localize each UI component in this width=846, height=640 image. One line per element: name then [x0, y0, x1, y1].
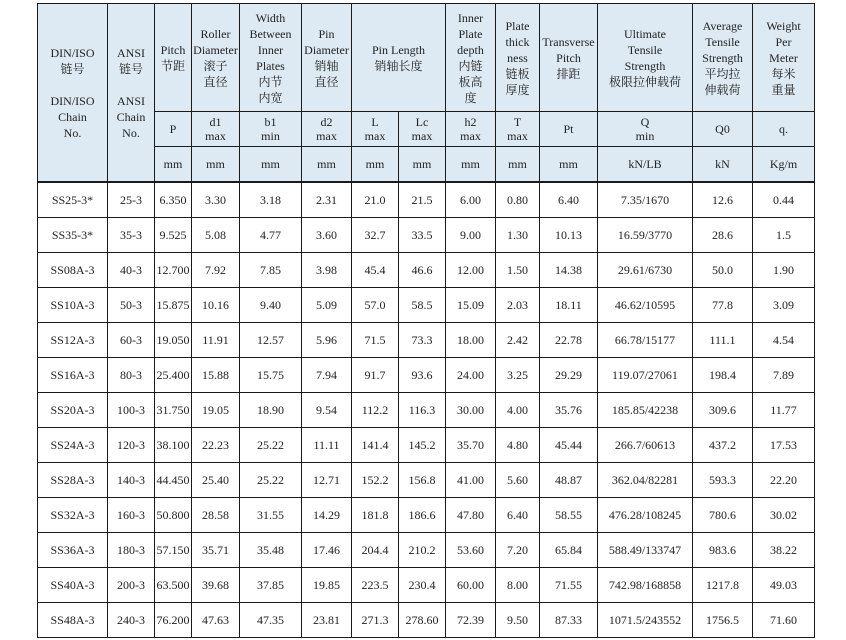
cell-ultimate-tensile: 742.98/168858 [598, 568, 693, 603]
cell-width: 18.90 [240, 393, 302, 428]
cell-inner-plate-depth: 18.00 [446, 323, 496, 358]
cell-average-tensile: 780.6 [693, 498, 753, 533]
cell-roller-diameter: 39.68 [192, 568, 240, 603]
unit-pin-length-l: mm [352, 147, 399, 183]
cell-transverse-pitch: 45.44 [540, 428, 598, 463]
header-weight-per-meter: Weight Per Meter 每米 重量 [753, 4, 815, 112]
cell-weight: 1.5 [753, 218, 815, 253]
cell-transverse-pitch: 58.55 [540, 498, 598, 533]
cell-average-tensile: 198.4 [693, 358, 753, 393]
cell-pin-diameter: 3.60 [302, 218, 352, 253]
cell-weight: 71.60 [753, 603, 815, 638]
cell-ansi-chain-no: 160-3 [108, 498, 155, 533]
cell-weight: 7.89 [753, 358, 815, 393]
cell-average-tensile: 28.6 [693, 218, 753, 253]
cell-pitch: 76.200 [155, 603, 192, 638]
cell-transverse-pitch: 22.78 [540, 323, 598, 358]
cell-weight: 11.77 [753, 393, 815, 428]
cell-roller-diameter: 11.91 [192, 323, 240, 358]
unit-pitch: mm [155, 147, 192, 183]
header-din-chain-no: DIN/ISO 链号 DIN/ISO Chain No. [38, 4, 108, 183]
cell-ansi-chain-no: 25-3 [108, 182, 155, 218]
cell-plate-thickness: 1.30 [496, 218, 540, 253]
cell-pin-length-lc: 145.2 [399, 428, 446, 463]
cell-roller-diameter: 22.23 [192, 428, 240, 463]
cell-pitch: 25.400 [155, 358, 192, 393]
cell-width: 37.85 [240, 568, 302, 603]
cell-width: 35.48 [240, 533, 302, 568]
cell-roller-diameter: 15.88 [192, 358, 240, 393]
cell-ultimate-tensile: 266.7/60613 [598, 428, 693, 463]
cell-transverse-pitch: 10.13 [540, 218, 598, 253]
table-row [38, 393, 815, 428]
cell-pin-diameter: 9.54 [302, 393, 352, 428]
table-row [38, 323, 815, 358]
cell-pin-length-l: 141.4 [352, 428, 399, 463]
cell-ansi-chain-no: 60-3 [108, 323, 155, 358]
cell-pitch: 19.050 [155, 323, 192, 358]
cell-pin-length-lc: 73.3 [399, 323, 446, 358]
cell-average-tensile: 77.8 [693, 288, 753, 323]
cell-pitch: 38.100 [155, 428, 192, 463]
cell-inner-plate-depth: 41.00 [446, 463, 496, 498]
cell-plate-thickness: 4.80 [496, 428, 540, 463]
table-row [38, 603, 815, 638]
cell-average-tensile: 1756.5 [693, 603, 753, 638]
cell-average-tensile: 50.0 [693, 253, 753, 288]
cell-width: 7.85 [240, 253, 302, 288]
cell-pin-length-lc: 210.2 [399, 533, 446, 568]
cell-inner-plate-depth: 30.00 [446, 393, 496, 428]
unit-ultimate-tensile: kN/LB [598, 147, 693, 183]
table-row [38, 253, 815, 288]
cell-pin-diameter: 2.31 [302, 182, 352, 218]
cell-pin-length-l: 152.2 [352, 463, 399, 498]
cell-ansi-chain-no: 200-3 [108, 568, 155, 603]
cell-roller-diameter: 47.63 [192, 603, 240, 638]
cell-pitch: 12.700 [155, 253, 192, 288]
cell-ansi-chain-no: 80-3 [108, 358, 155, 393]
cell-average-tensile: 12.6 [693, 182, 753, 218]
cell-average-tensile: 593.3 [693, 463, 753, 498]
cell-roller-diameter: 28.58 [192, 498, 240, 533]
cell-din-chain-no: SS35-3* [38, 218, 108, 253]
header-average-tensile-strength: Average Tensile Strength 平均拉 伸载荷 [693, 4, 753, 112]
cell-ansi-chain-no: 100-3 [108, 393, 155, 428]
cell-pitch: 63.500 [155, 568, 192, 603]
cell-pin-diameter: 5.09 [302, 288, 352, 323]
cell-roller-diameter: 19.05 [192, 393, 240, 428]
cell-pin-length-l: 57.0 [352, 288, 399, 323]
cell-din-chain-no: SS36A-3 [38, 533, 108, 568]
cell-inner-plate-depth: 35.70 [446, 428, 496, 463]
cell-inner-plate-depth: 9.00 [446, 218, 496, 253]
cell-weight: 30.02 [753, 498, 815, 533]
cell-din-chain-no: SS25-3* [38, 182, 108, 218]
table-row [38, 463, 815, 498]
cell-ultimate-tensile: 29.61/6730 [598, 253, 693, 288]
symbol-plate-thickness: T max [496, 112, 540, 147]
cell-width: 47.35 [240, 603, 302, 638]
cell-average-tensile: 1217.8 [693, 568, 753, 603]
cell-pin-length-l: 223.5 [352, 568, 399, 603]
cell-inner-plate-depth: 47.80 [446, 498, 496, 533]
cell-pin-length-l: 45.4 [352, 253, 399, 288]
cell-width: 25.22 [240, 428, 302, 463]
cell-transverse-pitch: 48.87 [540, 463, 598, 498]
cell-ultimate-tensile: 16.59/3770 [598, 218, 693, 253]
cell-ultimate-tensile: 185.85/42238 [598, 393, 693, 428]
cell-pin-length-lc: 93.6 [399, 358, 446, 393]
cell-width: 25.22 [240, 463, 302, 498]
cell-inner-plate-depth: 60.00 [446, 568, 496, 603]
cell-din-chain-no: SS24A-3 [38, 428, 108, 463]
cell-transverse-pitch: 71.55 [540, 568, 598, 603]
cell-weight: 4.54 [753, 323, 815, 358]
symbol-transverse-pitch: Pt [540, 112, 598, 147]
cell-roller-diameter: 35.71 [192, 533, 240, 568]
cell-pin-diameter: 17.46 [302, 533, 352, 568]
cell-width: 15.75 [240, 358, 302, 393]
cell-inner-plate-depth: 6.00 [446, 182, 496, 218]
symbol-pin-length-l: L max [352, 112, 399, 147]
cell-plate-thickness: 7.20 [496, 533, 540, 568]
cell-pin-length-lc: 33.5 [399, 218, 446, 253]
cell-pin-diameter: 19.85 [302, 568, 352, 603]
table-row [38, 533, 815, 568]
cell-plate-thickness: 1.50 [496, 253, 540, 288]
cell-ansi-chain-no: 50-3 [108, 288, 155, 323]
cell-pin-length-l: 71.5 [352, 323, 399, 358]
cell-din-chain-no: SS16A-3 [38, 358, 108, 393]
cell-plate-thickness: 4.00 [496, 393, 540, 428]
cell-transverse-pitch: 29.29 [540, 358, 598, 393]
table-row [38, 182, 815, 218]
cell-pin-diameter: 23.81 [302, 603, 352, 638]
cell-pin-length-lc: 230.4 [399, 568, 446, 603]
header-ultimate-tensile-strength: Ultimate Tensile Strength 极限拉伸载荷 [598, 4, 693, 112]
cell-ansi-chain-no: 140-3 [108, 463, 155, 498]
cell-plate-thickness: 5.60 [496, 463, 540, 498]
cell-average-tensile: 437.2 [693, 428, 753, 463]
cell-pin-length-lc: 156.8 [399, 463, 446, 498]
cell-pin-length-lc: 186.6 [399, 498, 446, 533]
cell-ansi-chain-no: 40-3 [108, 253, 155, 288]
cell-ultimate-tensile: 66.78/15177 [598, 323, 693, 358]
unit-transverse-pitch: mm [540, 147, 598, 183]
symbol-pitch: P [155, 112, 192, 147]
cell-plate-thickness: 0.80 [496, 182, 540, 218]
unit-plate-thickness: mm [496, 147, 540, 183]
cell-pitch: 31.750 [155, 393, 192, 428]
symbol-inner-plate-depth: h2 max [446, 112, 496, 147]
chain-spec-table [37, 3, 815, 638]
cell-average-tensile: 111.1 [693, 323, 753, 358]
header-pin-length: Pin Length 销轴长度 [352, 4, 446, 112]
cell-pin-length-l: 112.2 [352, 393, 399, 428]
cell-average-tensile: 983.6 [693, 533, 753, 568]
cell-pin-diameter: 11.11 [302, 428, 352, 463]
cell-pin-length-l: 91.7 [352, 358, 399, 393]
cell-din-chain-no: SS08A-3 [38, 253, 108, 288]
cell-ultimate-tensile: 588.49/133747 [598, 533, 693, 568]
unit-average-tensile: kN [693, 147, 753, 183]
cell-pin-diameter: 7.94 [302, 358, 352, 393]
cell-pin-length-l: 181.8 [352, 498, 399, 533]
header-transverse-pitch: Transverse Pitch 排距 [540, 4, 598, 112]
table-row [38, 218, 815, 253]
cell-inner-plate-depth: 24.00 [446, 358, 496, 393]
cell-ultimate-tensile: 7.35/1670 [598, 182, 693, 218]
cell-din-chain-no: SS40A-3 [38, 568, 108, 603]
cell-pin-diameter: 5.96 [302, 323, 352, 358]
cell-din-chain-no: SS28A-3 [38, 463, 108, 498]
chain-spec-table-container [37, 3, 815, 638]
cell-pin-length-l: 271.3 [352, 603, 399, 638]
cell-roller-diameter: 3.30 [192, 182, 240, 218]
cell-plate-thickness: 9.50 [496, 603, 540, 638]
table-body [38, 182, 815, 638]
table-row [38, 428, 815, 463]
cell-pin-length-l: 204.4 [352, 533, 399, 568]
cell-pin-length-lc: 278.60 [399, 603, 446, 638]
cell-din-chain-no: SS48A-3 [38, 603, 108, 638]
cell-pin-diameter: 14.29 [302, 498, 352, 533]
cell-inner-plate-depth: 53.60 [446, 533, 496, 568]
cell-ultimate-tensile: 476.28/108245 [598, 498, 693, 533]
cell-pin-length-lc: 116.3 [399, 393, 446, 428]
cell-weight: 0.44 [753, 182, 815, 218]
cell-plate-thickness: 8.00 [496, 568, 540, 603]
cell-plate-thickness: 2.42 [496, 323, 540, 358]
cell-pitch: 15.875 [155, 288, 192, 323]
cell-ansi-chain-no: 180-3 [108, 533, 155, 568]
table-header [38, 4, 815, 183]
header-ansi-chain-no: ANSI 链号 ANSI Chain No. [108, 4, 155, 183]
cell-din-chain-no: SS10A-3 [38, 288, 108, 323]
cell-width: 3.18 [240, 182, 302, 218]
cell-transverse-pitch: 65.84 [540, 533, 598, 568]
header-pitch: Pitch 节距 [155, 4, 192, 112]
cell-transverse-pitch: 14.38 [540, 253, 598, 288]
symbol-average-tensile: Q0 [693, 112, 753, 147]
cell-plate-thickness: 2.03 [496, 288, 540, 323]
cell-inner-plate-depth: 72.39 [446, 603, 496, 638]
cell-width: 31.55 [240, 498, 302, 533]
cell-ansi-chain-no: 120-3 [108, 428, 155, 463]
cell-ultimate-tensile: 362.04/82281 [598, 463, 693, 498]
cell-roller-diameter: 10.16 [192, 288, 240, 323]
header-plate-thickness: Plate thick ness 链板 厚度 [496, 4, 540, 112]
cell-weight: 22.20 [753, 463, 815, 498]
cell-pitch: 6.350 [155, 182, 192, 218]
cell-width: 12.57 [240, 323, 302, 358]
cell-din-chain-no: SS12A-3 [38, 323, 108, 358]
unit-inner-plate-depth: mm [446, 147, 496, 183]
symbol-pin-length-lc: Lc max [399, 112, 446, 147]
cell-pin-length-lc: 58.5 [399, 288, 446, 323]
cell-ultimate-tensile: 119.07/27061 [598, 358, 693, 393]
cell-pitch: 50.800 [155, 498, 192, 533]
cell-transverse-pitch: 35.76 [540, 393, 598, 428]
cell-weight: 3.09 [753, 288, 815, 323]
cell-plate-thickness: 3.25 [496, 358, 540, 393]
cell-width: 4.77 [240, 218, 302, 253]
symbol-width: b1 min [240, 112, 302, 147]
cell-average-tensile: 309.6 [693, 393, 753, 428]
cell-roller-diameter: 5.08 [192, 218, 240, 253]
cell-pitch: 44.450 [155, 463, 192, 498]
table-row [38, 498, 815, 533]
cell-weight: 17.53 [753, 428, 815, 463]
cell-pin-length-lc: 21.5 [399, 182, 446, 218]
unit-pin-length-lc: mm [399, 147, 446, 183]
table-row [38, 288, 815, 323]
cell-din-chain-no: SS20A-3 [38, 393, 108, 428]
header-inner-plate-depth: Inner Plate depth 内链 板高 度 [446, 4, 496, 112]
cell-roller-diameter: 25.40 [192, 463, 240, 498]
unit-roller-diameter: mm [192, 147, 240, 183]
cell-transverse-pitch: 18.11 [540, 288, 598, 323]
unit-width: mm [240, 147, 302, 183]
cell-transverse-pitch: 87.33 [540, 603, 598, 638]
cell-pitch: 9.525 [155, 218, 192, 253]
cell-inner-plate-depth: 12.00 [446, 253, 496, 288]
cell-weight: 38.22 [753, 533, 815, 568]
cell-weight: 1.90 [753, 253, 815, 288]
cell-ultimate-tensile: 46.62/10595 [598, 288, 693, 323]
cell-pin-length-lc: 46.6 [399, 253, 446, 288]
cell-pin-diameter: 3.98 [302, 253, 352, 288]
cell-transverse-pitch: 6.40 [540, 182, 598, 218]
cell-pin-diameter: 12.71 [302, 463, 352, 498]
header-width-between-inner-plates: Width Between Inner Plates 内节 内宽 [240, 4, 302, 112]
symbol-weight: q. [753, 112, 815, 147]
cell-pin-length-l: 21.0 [352, 182, 399, 218]
cell-pitch: 57.150 [155, 533, 192, 568]
header-pin-diameter: Pin Diameter 销轴 直径 [302, 4, 352, 112]
cell-width: 9.40 [240, 288, 302, 323]
symbol-pin-diameter: d2 max [302, 112, 352, 147]
unit-weight: Kg/m [753, 147, 815, 183]
cell-din-chain-no: SS32A-3 [38, 498, 108, 533]
cell-ansi-chain-no: 35-3 [108, 218, 155, 253]
unit-pin-diameter: mm [302, 147, 352, 183]
header-roller-diameter: Roller Diameter 滚子 直径 [192, 4, 240, 112]
cell-pin-length-l: 32.7 [352, 218, 399, 253]
table-row [38, 568, 815, 603]
cell-inner-plate-depth: 15.09 [446, 288, 496, 323]
cell-ansi-chain-no: 240-3 [108, 603, 155, 638]
cell-plate-thickness: 6.40 [496, 498, 540, 533]
symbol-roller-diameter: d1 max [192, 112, 240, 147]
table-row [38, 358, 815, 393]
cell-weight: 49.03 [753, 568, 815, 603]
symbol-ultimate-tensile: Q min [598, 112, 693, 147]
cell-ultimate-tensile: 1071.5/243552 [598, 603, 693, 638]
cell-roller-diameter: 7.92 [192, 253, 240, 288]
